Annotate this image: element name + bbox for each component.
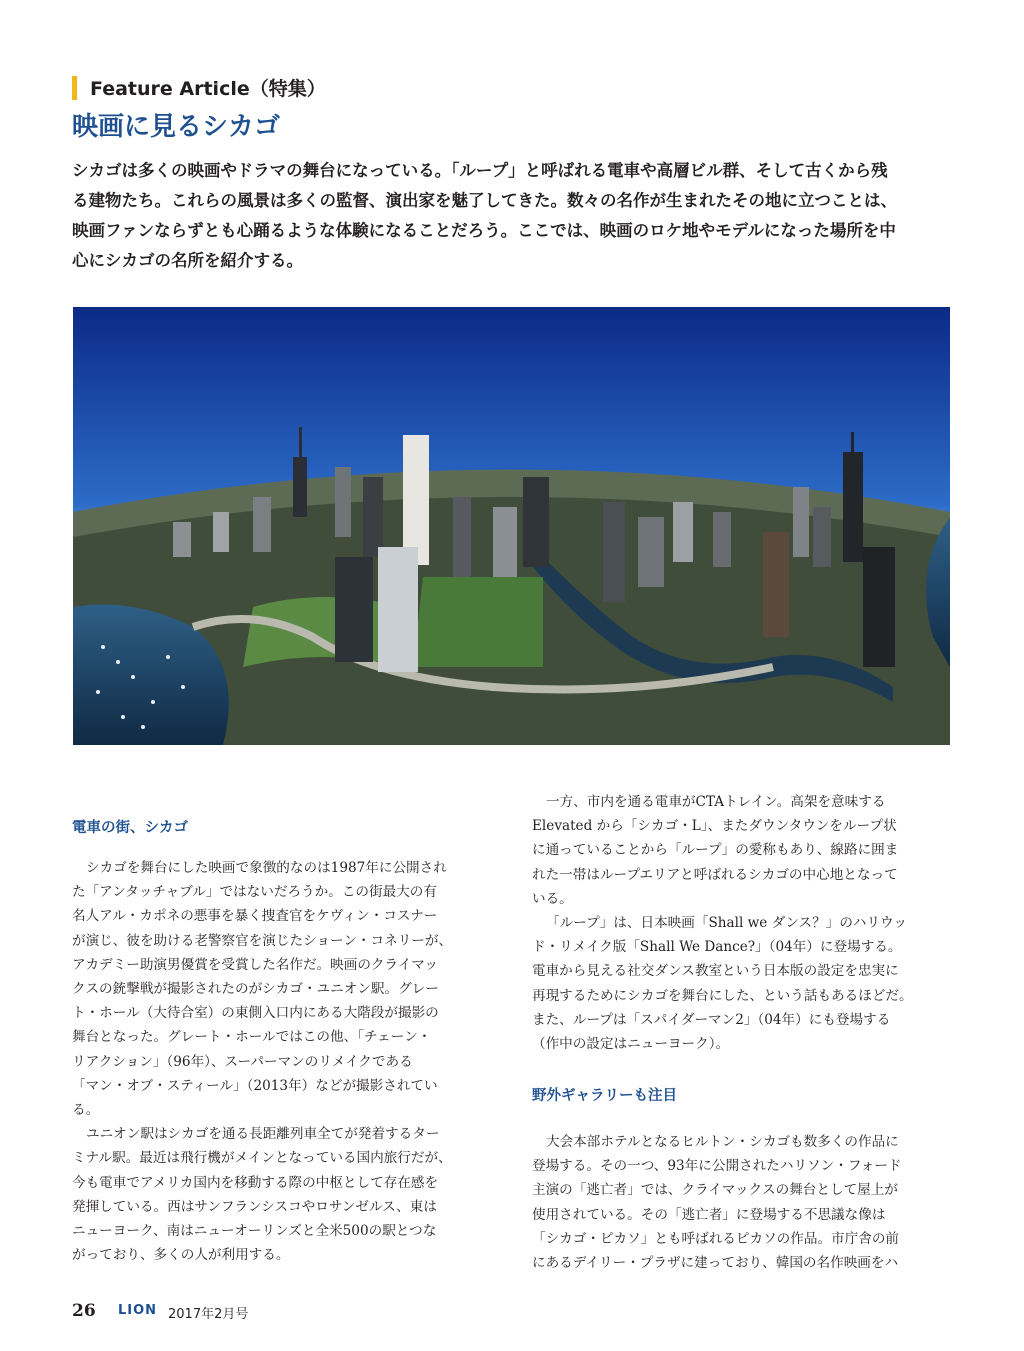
left-column-body [72, 856, 502, 1267]
lead-line: 心にシカゴの名所を紹介する。 [72, 251, 303, 270]
body-line: アカデミー助演男優賞を受賞した名作だ。映画のクライマッ [72, 956, 438, 973]
body-line: ユニオン駅はシカゴを通る長距離列車全てが発着するター [86, 1126, 440, 1143]
page-title: 映画に見るシカゴ [72, 112, 281, 142]
magazine-brand: LION [118, 1303, 158, 1318]
body-line: 電車から見える社交ダンス教室という日本版の設定を忠実に [532, 963, 899, 980]
section-heading-gallery: 野外ギャラリーも注目 [532, 1088, 677, 1104]
page-number: 26 [72, 1301, 96, 1321]
body-line: クスの銃撃戦が撮影されたのがシカゴ・ユニオン駅。グレー [72, 981, 439, 998]
body-line: がっており、多くの人が利用する。 [72, 1247, 290, 1264]
body-line: 今も電車でアメリカ国内を移動する際の中枢として存在感を [72, 1174, 439, 1191]
lead-line: 映画ファンならずとも心踊るような体験になることだろう。ここでは、映画のロケ地やモデルになった場所を中 [72, 221, 896, 240]
body-line: 大会本部ホテルとなるヒルトン・シカゴも数多くの作品に [546, 1134, 899, 1150]
lead-line: る建物たち。これらの風景は多くの監督、演出家を魅了してきた。数々の名作が生まれたその地に立つことは、 [72, 191, 897, 210]
body-line: 「ループ」は、日本映画「Shall we ダンス？」のハリウッ [546, 915, 908, 932]
body-line: 「シカゴ・ピカソ」とも呼ばれるピカソの作品。市庁舎の前 [532, 1230, 900, 1247]
body-line: 再現するためにシカゴを舞台にした、という話もあるほどだ。 [532, 987, 913, 1004]
feature-accent-bar [72, 76, 77, 100]
issue-date: 2017年2月号 [168, 1307, 249, 1322]
right-column-body-bottom [532, 1130, 962, 1275]
body-line: ド・リメイク版「Shall We Dance?」（04年）に登場する。 [532, 939, 902, 956]
feature-label: Feature Article（特集） [90, 78, 326, 100]
body-line: が演じ、彼を助ける老警察官を演じたショーン・コネリーが、 [72, 932, 453, 949]
body-line: ニューヨーク、南はニューオーリンズと全米500の駅とつな [72, 1223, 437, 1240]
lead-paragraph [72, 156, 952, 276]
chicago-skyline-photo [73, 307, 950, 745]
body-line: ト・ホール（大待合室）の東側入口内にある大階段が撮影の [72, 1005, 439, 1022]
body-line: 名人アル・カポネの悪事を暴く捜査官をケヴィン・コスナー [72, 908, 438, 925]
body-line: れた一帯はループエリアと呼ばれるシカゴの中心地となって [532, 866, 898, 883]
body-line: に通っていることから「ループ」の愛称もあり、線路に囲ま [532, 842, 899, 859]
chicago-skyline-aerial-photo-icon [73, 307, 950, 745]
body-line: シカゴを舞台にした映画で象徴的なのは1987年に公開され [86, 860, 447, 876]
body-line: 使用されている。その「逃亡者」に登場する不思議な像は [532, 1206, 886, 1223]
body-line: 一方、市内を通る電車がCTAトレイン。高架を意味する [546, 794, 886, 810]
body-line: ミナル駅。最近は飛行機がメインとなっている国内旅行だが、 [72, 1150, 452, 1167]
body-line: 舞台となった。グレート・ホールではこの他、「チェーン・ [72, 1029, 432, 1046]
body-line: にあるデイリー・プラザに建っており、韓国の名作映画をハ [532, 1255, 899, 1272]
body-line: リアクション」（96年）、スーパーマンのリメイクである [72, 1053, 413, 1070]
body-line: た「アンタッチャブル」ではないだろうか。この街最大の有 [72, 884, 437, 901]
body-line: 登場する。その一つ、93年に公開されたハリソン・フォード [532, 1158, 902, 1175]
body-line: （作中の設定はニューヨーク）。 [532, 1036, 730, 1053]
right-column-body-top [532, 790, 962, 1056]
body-line: 主演の「逃亡者」では、クライマックスの舞台として屋上が [532, 1182, 898, 1199]
body-line: る。 [72, 1102, 100, 1119]
section-heading-trains: 電車の街、シカゴ [72, 820, 188, 836]
body-line: 「マン・オブ・スティール」（2013年）などが撮影されてい [72, 1077, 438, 1094]
body-line: また、ループは「スパイダーマン2」（04年）にも登場する [532, 1011, 891, 1028]
body-line: 発揮している。西はサンフランシスコやロサンゼルス、東は [72, 1198, 437, 1215]
body-line: いる。 [532, 890, 573, 907]
lead-line: シカゴは多くの映画やドラマの舞台になっている。「ループ」と呼ばれる電車や高層ビル群、そして古くから残 [72, 161, 888, 180]
body-line: Elevated から「シカゴ・L」、またダウンタウンをループ状 [532, 818, 897, 835]
